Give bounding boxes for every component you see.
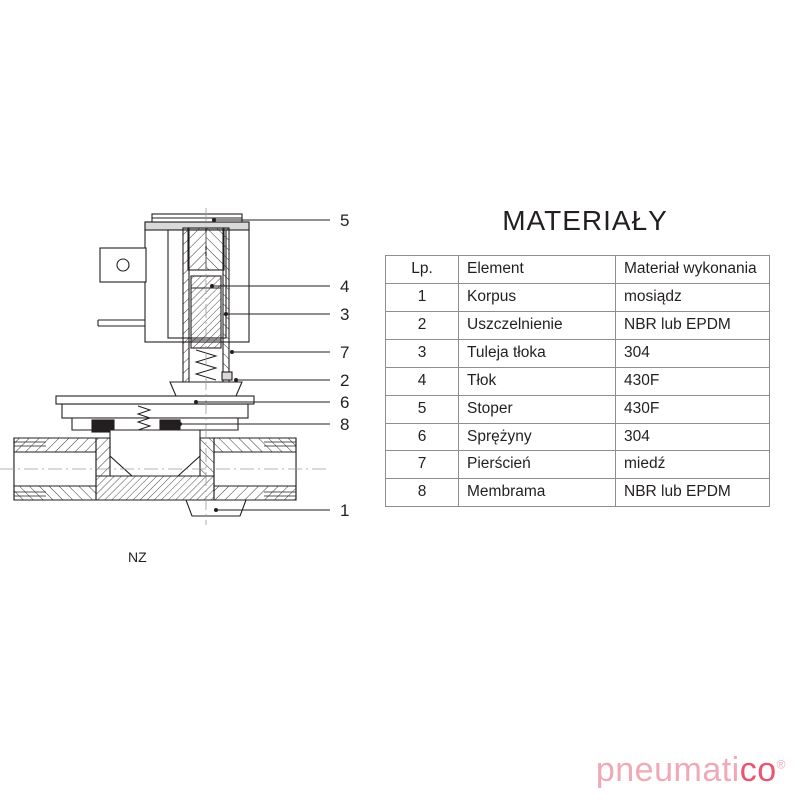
- cell-lp: 1: [386, 283, 459, 311]
- cell-element: Korpus: [459, 283, 616, 311]
- copper-ring: [222, 372, 232, 380]
- cell-material: miedź: [616, 451, 770, 479]
- cell-element: Pierścień: [459, 451, 616, 479]
- cell-lp: 2: [386, 311, 459, 339]
- callout-label-5: 5: [340, 211, 350, 230]
- cell-element: Membrama: [459, 479, 616, 507]
- materials-title: MATERIAŁY: [502, 205, 668, 236]
- logo-text-part3: o: [757, 751, 777, 789]
- cell-element: Sprężyny: [459, 423, 616, 451]
- callout-label-6: 6: [340, 393, 350, 412]
- logo-text-part2: c: [739, 751, 758, 789]
- table-row: [386, 283, 770, 311]
- callout-label-3: 3: [340, 305, 350, 324]
- table-row: [386, 451, 770, 479]
- table-row: [386, 423, 770, 451]
- table-header-row: [386, 256, 770, 284]
- cell-material: mosiądz: [616, 283, 770, 311]
- callout-label-8: 8: [340, 415, 350, 434]
- cell-material: 304: [616, 339, 770, 367]
- cell-material: 304: [616, 423, 770, 451]
- header-element: Element: [459, 256, 616, 284]
- callout-label-1: 1: [340, 501, 350, 520]
- header-lp: Lp.: [386, 256, 459, 284]
- materials-panel: [385, 205, 785, 507]
- cell-lp: 6: [386, 423, 459, 451]
- table-row: [386, 479, 770, 507]
- logo-registered-mark: ®: [776, 757, 786, 772]
- header-material: Materiał wykonania: [616, 256, 770, 284]
- cell-element: Tłok: [459, 367, 616, 395]
- cell-lp: 8: [386, 479, 459, 507]
- callout-label-7: 7: [340, 343, 350, 362]
- table-row: [386, 311, 770, 339]
- cell-element: Uszczelnienie: [459, 311, 616, 339]
- materials-table: [385, 255, 770, 507]
- callout-label-4: 4: [340, 277, 350, 296]
- cell-lp: 3: [386, 339, 459, 367]
- cell-element: Stoper: [459, 395, 616, 423]
- cell-material: 430F: [616, 367, 770, 395]
- logo-text-part1: pneumati: [595, 751, 740, 789]
- cell-element: Tuleja tłoka: [459, 339, 616, 367]
- valve-drawing-svg: [0, 180, 380, 600]
- cell-lp: 7: [386, 451, 459, 479]
- callout-label-2: 2: [340, 371, 350, 390]
- cell-material: 430F: [616, 395, 770, 423]
- cell-lp: 4: [386, 367, 459, 395]
- valve-body: [14, 396, 296, 516]
- cell-lp: 5: [386, 395, 459, 423]
- cell-material: NBR lub EPDM: [616, 479, 770, 507]
- drawing-caption: NZ: [128, 549, 147, 565]
- table-row: [386, 395, 770, 423]
- valve-cross-section-drawing: [0, 180, 380, 600]
- pneumatico-logo: [596, 751, 786, 790]
- table-row: [386, 367, 770, 395]
- cell-material: NBR lub EPDM: [616, 311, 770, 339]
- table-row: [386, 339, 770, 367]
